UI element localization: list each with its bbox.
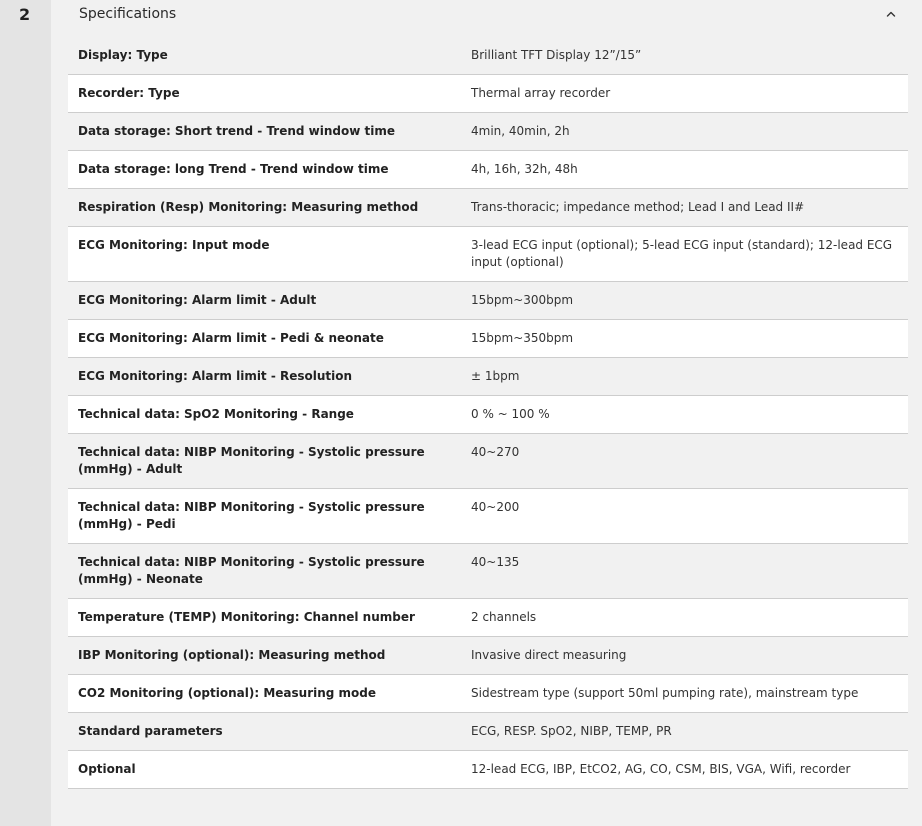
spec-label: CO2 Monitoring (optional): Measuring mode: [68, 675, 452, 713]
spec-value: 40~200: [452, 489, 908, 544]
chevron-up-icon[interactable]: [886, 10, 896, 18]
spec-label: Respiration (Resp) Monitoring: Measuring method: [68, 189, 452, 227]
spec-label: IBP Monitoring (optional): Measuring method: [68, 637, 452, 675]
spec-value: ECG, RESP. SpO2, NIBP, TEMP, PR: [452, 713, 908, 751]
spec-label: Display: Type: [68, 37, 452, 75]
table-row: [68, 189, 908, 227]
spec-label: ECG Monitoring: Alarm limit - Pedi & neonate: [68, 320, 452, 358]
table-row: [68, 151, 908, 189]
spec-label: Recorder: Type: [68, 75, 452, 113]
row-number-column: [0, 0, 51, 826]
spec-label: Technical data: NIBP Monitoring - Systolic pressure (mmHg) - Neonate: [68, 544, 452, 599]
spec-value: 40~135: [452, 544, 908, 599]
spec-value: 15bpm~350bpm: [452, 320, 908, 358]
table-row: [68, 599, 908, 637]
spec-value: ± 1bpm: [452, 358, 908, 396]
table-row: [68, 713, 908, 751]
table-row: [68, 282, 908, 320]
table-row: [68, 37, 908, 75]
spec-value: 4min, 40min, 2h: [452, 113, 908, 151]
table-row: [68, 113, 908, 151]
table-row: [68, 75, 908, 113]
spec-value: 0 % ~ 100 %: [452, 396, 908, 434]
table-row: [68, 358, 908, 396]
spec-label: ECG Monitoring: Alarm limit - Adult: [68, 282, 452, 320]
spec-label: Standard parameters: [68, 713, 452, 751]
spec-value: 40~270: [452, 434, 908, 489]
spec-value: 4h, 16h, 32h, 48h: [452, 151, 908, 189]
table-row: [68, 434, 908, 489]
specifications-table: [68, 37, 908, 789]
spec-value: Thermal array recorder: [452, 75, 908, 113]
spec-value: Sidestream type (support 50ml pumping rate), mainstream type: [452, 675, 908, 713]
spec-value: 2 channels: [452, 599, 908, 637]
table-row: [68, 675, 908, 713]
spec-label: Technical data: NIBP Monitoring - Systolic pressure (mmHg) - Pedi: [68, 489, 452, 544]
specifications-panel: [51, 0, 922, 826]
spec-label: Optional: [68, 751, 452, 789]
spec-value: 3-lead ECG input (optional); 5-lead ECG input (standard); 12-lead ECG input (optional): [452, 227, 908, 282]
spec-label: Technical data: NIBP Monitoring - Systolic pressure (mmHg) - Adult: [68, 434, 452, 489]
specifications-header[interactable]: [51, 0, 922, 30]
spec-value: Brilliant TFT Display 12”/15”: [452, 37, 908, 75]
table-row: [68, 751, 908, 789]
spec-label: ECG Monitoring: Input mode: [68, 227, 452, 282]
spec-label: ECG Monitoring: Alarm limit - Resolution: [68, 358, 452, 396]
spec-value: Trans-thoracic; impedance method; Lead I and Lead II#: [452, 189, 908, 227]
spec-label: Temperature (TEMP) Monitoring: Channel number: [68, 599, 452, 637]
row-number: 2: [19, 5, 31, 24]
spec-label: Data storage: Short trend - Trend window time: [68, 113, 452, 151]
spec-label: Data storage: long Trend - Trend window time: [68, 151, 452, 189]
table-row: [68, 489, 908, 544]
spec-value: Invasive direct measuring: [452, 637, 908, 675]
table-row: [68, 544, 908, 599]
spec-label: Technical data: SpO2 Monitoring - Range: [68, 396, 452, 434]
panel-title: Specifications: [79, 6, 177, 22]
spec-value: 15bpm~300bpm: [452, 282, 908, 320]
spec-value: 12-lead ECG, IBP, EtCO2, AG, CO, CSM, BIS, VGA, Wifi, recorder: [452, 751, 908, 789]
table-row: [68, 227, 908, 282]
table-row: [68, 396, 908, 434]
table-row: [68, 320, 908, 358]
table-row: [68, 637, 908, 675]
